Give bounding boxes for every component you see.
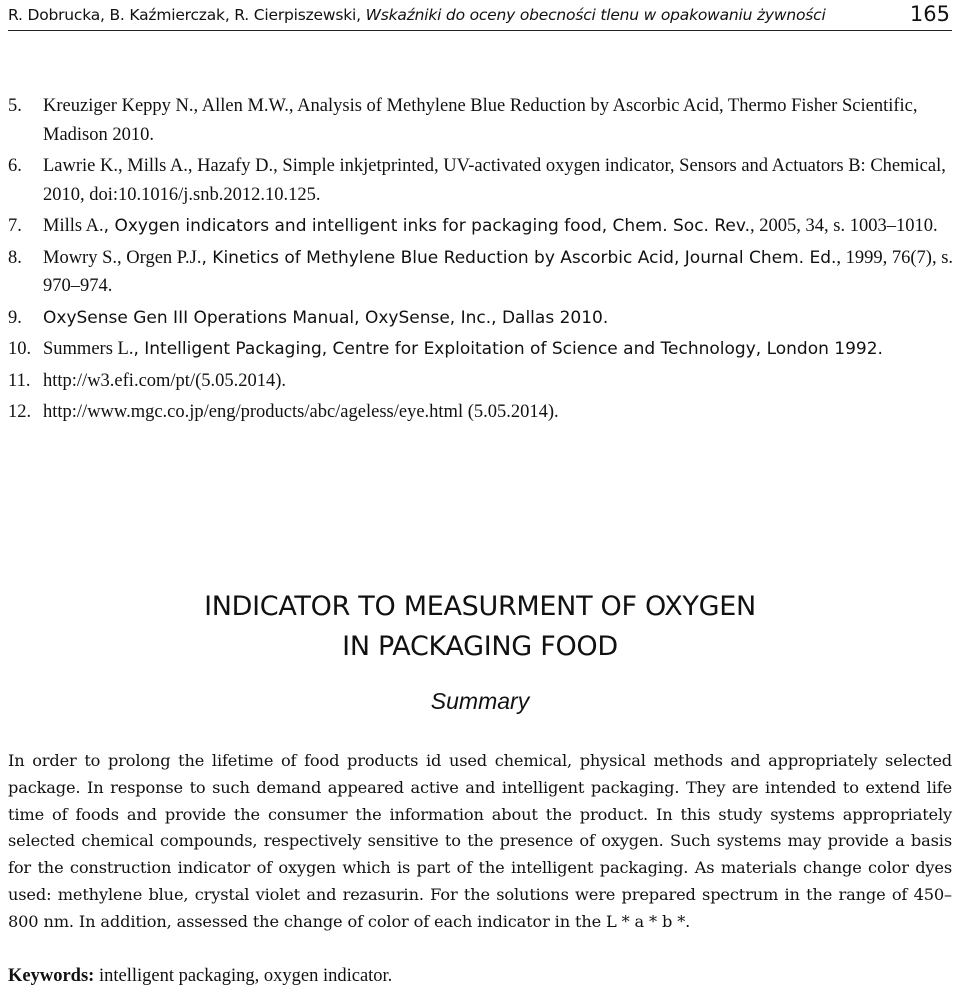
reference-tail: , 1999, 76(7), s. 970–974. [43, 247, 954, 296]
reference-number: 5. [8, 96, 22, 116]
summary-heading: Summary [430, 688, 530, 714]
reference-item [8, 367, 956, 396]
keywords-text: intelligent packaging, oxygen indicator. [94, 966, 393, 986]
reference-text: , Oxygen indicators and intelligent inks for packaging food, Chem. Soc. Rev. [103, 216, 751, 236]
header-citation [8, 6, 826, 24]
keywords-line [8, 966, 952, 987]
reference-item [8, 335, 956, 364]
reference-item [8, 212, 956, 241]
reference-number: 9. [8, 307, 22, 328]
article-title [0, 587, 960, 667]
header-authors: R. Dobrucka, B. Kaźmierczak, R. Cierpiszewski, [8, 6, 366, 24]
reference-text: , Intelligent Packaging, Centre for Exploitation of Science and Technology, London 1992. [133, 339, 883, 359]
reference-item [8, 92, 956, 149]
reference-number: 6. [8, 156, 22, 176]
reference-number: 11. [8, 370, 31, 391]
reference-list [8, 92, 956, 430]
header-title: Wskaźniki do oceny obecności tlenu w opakowaniu żywności [365, 6, 826, 24]
reference-number: 10. [8, 339, 32, 359]
reference-item [8, 152, 956, 209]
running-header [8, 4, 952, 31]
reference-text: Kreuziger Keppy N., Allen M.W., Analysis of Methylene Blue Reduction by Ascorbic Acid, Thermo Fisher Scientific, Madison 2010. [43, 96, 918, 145]
reference-tail: , 2005, 34, s. 1003–1010. [750, 216, 938, 236]
reference-text: , Kinetics of Methylene Blue Reduction by Ascorbic Acid, Journal Chem. Ed. [201, 247, 837, 268]
article-title-line-1: INDICATOR TO MEASURMENT OF OXYGEN [204, 591, 756, 622]
article-title-line-2: IN PACKAGING FOOD [342, 631, 618, 662]
reference-text: OxySense Gen III Operations Manual, OxySense, Inc., Dallas 2010. [43, 307, 609, 328]
reference-text: http://w3.efi.com/pt/(5.05.2014). [43, 370, 287, 391]
reference-authors: Mowry S., Orgen P.J. [43, 247, 202, 268]
reference-authors: Summers L. [43, 339, 134, 359]
reference-item [8, 244, 956, 301]
page-number: 165 [909, 2, 950, 26]
reference-number: 12. [8, 402, 32, 422]
reference-item [8, 304, 956, 333]
reference-number: 7. [8, 216, 22, 236]
reference-number: 8. [8, 247, 22, 268]
reference-text: Lawrie K., Mills A., Hazafy D., Simple inkjetprinted, UV-activated oxygen indicator, Sensors and Actuators B: Chemical, 2010, doi:10.1016/j.snb.2012.10.125. [43, 156, 946, 205]
reference-item [8, 398, 956, 427]
keywords-label: Keywords: [8, 966, 95, 986]
reference-text: http://www.mgc.co.jp/eng/products/abc/ageless/eye.html (5.05.2014). [43, 402, 559, 422]
summary-paragraph: In order to prolong the lifetime of food products id used chemical, physical methods and appropriately selected package. In response to such demand appeared active and intelligent packaging. They are intended to extend life time of foods and provide the consumer the information about the product. In this study systems appropriately selected chemical compounds, respectively sensitive to the presence of oxygen. Such systems may provide a basis for the construction indicator of oxygen which is part of the intelligent packaging. As materials change color dyes used: methylene blue, crystal violet and rezasurin. For the solutions were prepared spectrum in the range of 450–800 nm. In addition, assessed the change of color of each indicator in the L * a * b *. [8, 751, 952, 931]
reference-authors: Mills A. [43, 216, 104, 236]
